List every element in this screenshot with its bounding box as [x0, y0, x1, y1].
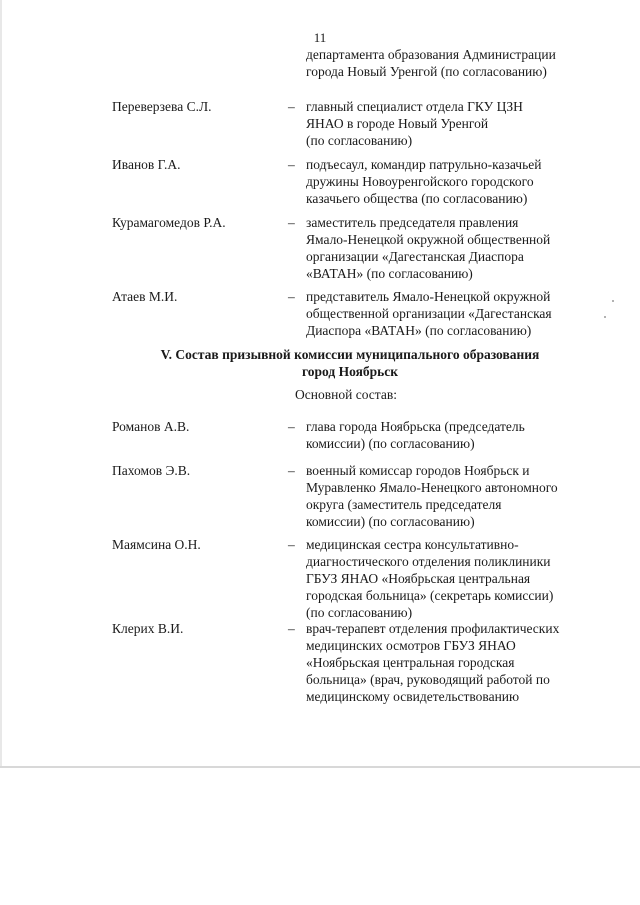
entry-dash: –: [288, 463, 295, 478]
entry-description: главный специалист отдела ГКУ ЦЗН ЯНАО в городе Новый Уренгой (по согласованию): [306, 99, 523, 148]
member-name: Атаев М.И.: [112, 289, 178, 304]
member-name: Маямсина О.Н.: [112, 537, 201, 552]
entry-dash: –: [288, 419, 295, 434]
member-name: Переверзева С.Л.: [112, 99, 212, 114]
page-left-edge: [0, 0, 2, 768]
entry-dash: –: [288, 537, 295, 552]
entry-description: медицинская сестра консультативно- диагностического отделения поликлиники ГБУЗ ЯНАО «Ноябрьская центральная городская больница» (секретарь комиссии) (по согласованию): [306, 537, 554, 620]
entry-description: заместитель председателя правления Ямало-Ненецкой окружной общественной организации «Дагестанская Диаспора «ВАТАН» (по согласованию): [306, 215, 551, 281]
entry-dash: –: [288, 215, 295, 230]
entry-description: департамента образования Администрации города Новый Уренгой (по согласованию): [306, 47, 556, 79]
member-name: Пахомов Э.В.: [112, 463, 191, 478]
scan-speck: [612, 300, 614, 302]
section-heading: V. Состав призывной комиссии муниципального образования город Ноябрьск: [160, 347, 540, 379]
entry-description: военный комиссар городов Ноябрьск и Муравленко Ямало-Ненецкого автономного округа (заместитель председателя комиссии) (по согласованию): [306, 463, 558, 529]
section-subheading: Основной состав:: [295, 387, 397, 402]
entry-description: врач-терапевт отделения профилактических медицинских осмотров ГБУЗ ЯНАО «Ноябрьская центральная городская больница» (врач, руководящий работой по медицинскому освидетельствованию: [306, 621, 560, 704]
entry-dash: –: [288, 99, 295, 114]
member-name: Курамагомедов Р.А.: [112, 215, 226, 230]
page-bottom-edge: [0, 766, 640, 768]
entry-dash: –: [288, 621, 295, 636]
member-name: Романов А.В.: [112, 419, 190, 434]
entry-dash: –: [288, 157, 295, 172]
page-number: 11: [313, 30, 327, 45]
scan-speck: [604, 316, 606, 318]
entry-description: представитель Ямало-Ненецкой окружной общественной организации «Дагестанская Диаспора «ВАТАН» (по согласованию): [306, 289, 552, 338]
entry-description: подъесаул, командир патрульно-казачьей дружины Новоуренгойского городского казачьего общества (по согласованию): [306, 157, 542, 206]
member-name: Иванов Г.А.: [112, 157, 181, 172]
entry-dash: –: [288, 289, 295, 304]
member-name: Клерих В.И.: [112, 621, 184, 636]
entry-description: глава города Ноябрьска (председатель комиссии) (по согласованию): [306, 419, 525, 451]
